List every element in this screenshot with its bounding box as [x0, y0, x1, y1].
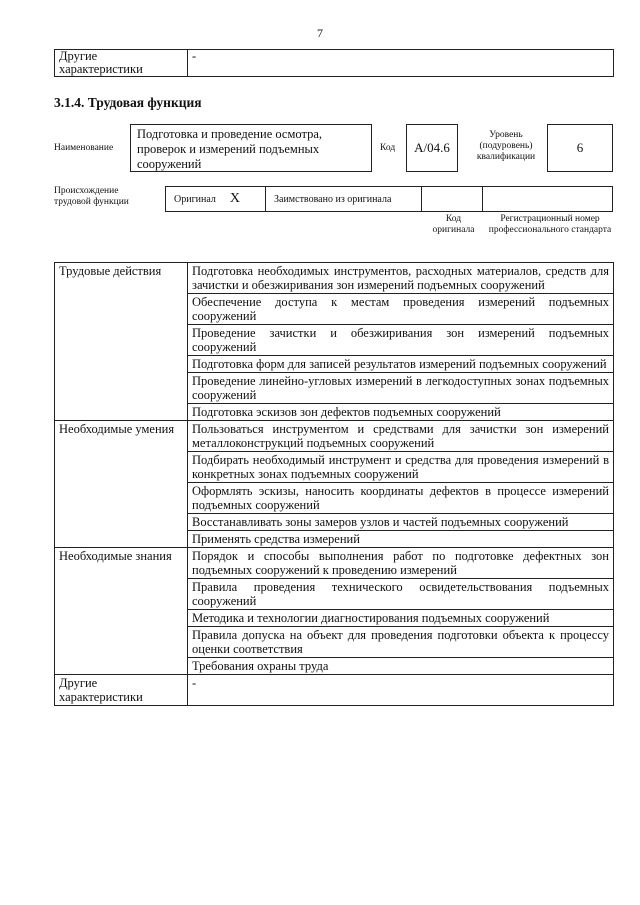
item-cell: Правила проведения технического освидетельствования подъемных сооружений: [188, 579, 614, 610]
section-title: 3.1.4. Трудовая функция: [54, 95, 202, 110]
table-row: [55, 50, 614, 77]
item-cell: Правила допуска на объект для проведения подготовки объекта к процессу оценки соответствия: [188, 627, 614, 658]
table-row: [55, 548, 614, 579]
item-cell: Порядок и способы выполнения работ по подготовке дефектных зон подъемных сооружений к проведению измерений: [188, 548, 614, 579]
item-cell: Восстанавливать зоны замеров узлов и частей подъемных сооружений: [188, 514, 614, 531]
table-row: [55, 263, 614, 294]
reg-number-cell: [483, 187, 612, 211]
row-label: Другие характеристики: [55, 50, 188, 77]
item-cell: Подготовка форм для записей результатов измерений подъемных сооружений: [188, 356, 614, 373]
origin-box: [165, 186, 613, 212]
item-cell: Подбирать необходимый инструмент и средства для проведения измерений в конкретных зонах подъемных сооружений: [188, 452, 614, 483]
name-label: Наименование: [54, 143, 114, 153]
function-details-table: [54, 262, 614, 706]
category-cell: Трудовые действия: [55, 263, 188, 421]
category-cell: Необходимые знания: [55, 548, 188, 675]
item-cell: Методика и технологии диагностирования подъемных сооружений: [188, 610, 614, 627]
category-cell: Другие характеристики: [55, 675, 188, 706]
item-cell: Проведение линейно-угловых измерений в легкодоступных зонах подъемных сооружений: [188, 373, 614, 404]
table-row: [55, 675, 614, 706]
row-value: -: [188, 50, 614, 77]
origin-label: Происхождение трудовой функции: [54, 186, 129, 207]
top-characteristics-table: [54, 49, 614, 77]
name-value: Подготовка и проведение осмотра, проверок и измерений подъемных сооружений: [130, 124, 372, 172]
category-cell: Необходимые умения: [55, 421, 188, 548]
reg-number-caption: Регистрационный номер профессионального стандарта: [488, 214, 612, 235]
code-original-caption: Код оригинала: [432, 214, 475, 235]
item-cell: Подготовка необходимых инструментов, расходных материалов, средств для зачистки и обезжиривания зон измерений подъемных сооружений: [188, 263, 614, 294]
code-value: A/04.6: [406, 124, 458, 172]
item-cell: Оформлять эскизы, наносить координаты дефектов в процессе измерений подъемных сооружений: [188, 483, 614, 514]
code-label: Код: [380, 143, 396, 153]
code-original-cell: [422, 187, 483, 211]
item-cell: Проведение зачистки и обезжиривания зон измерений подъемных сооружений: [188, 325, 614, 356]
original-cell: [166, 187, 266, 211]
table-body: [55, 263, 614, 706]
item-cell: Пользоваться инструментом и средствами для зачистки зон измерений металлоконструкций подъемных сооружений: [188, 421, 614, 452]
table-row: [55, 421, 614, 452]
original-label: Оригинал: [174, 193, 216, 205]
original-mark: X: [229, 191, 241, 206]
borrowed-cell: Заимствовано из оригинала: [266, 187, 422, 211]
item-cell: Требования охраны труда: [188, 658, 614, 675]
level-label: Уровень (подуровень) квалификации: [476, 130, 536, 162]
page-number: 7: [317, 26, 323, 40]
item-cell: Подготовка эскизов зон дефектов подъемных сооружений: [188, 404, 614, 421]
level-value: 6: [547, 124, 613, 172]
item-cell: Применять средства измерений: [188, 531, 614, 548]
item-cell: Обеспечение доступа к местам проведения измерений подъемных сооружений: [188, 294, 614, 325]
item-cell: -: [188, 675, 614, 706]
